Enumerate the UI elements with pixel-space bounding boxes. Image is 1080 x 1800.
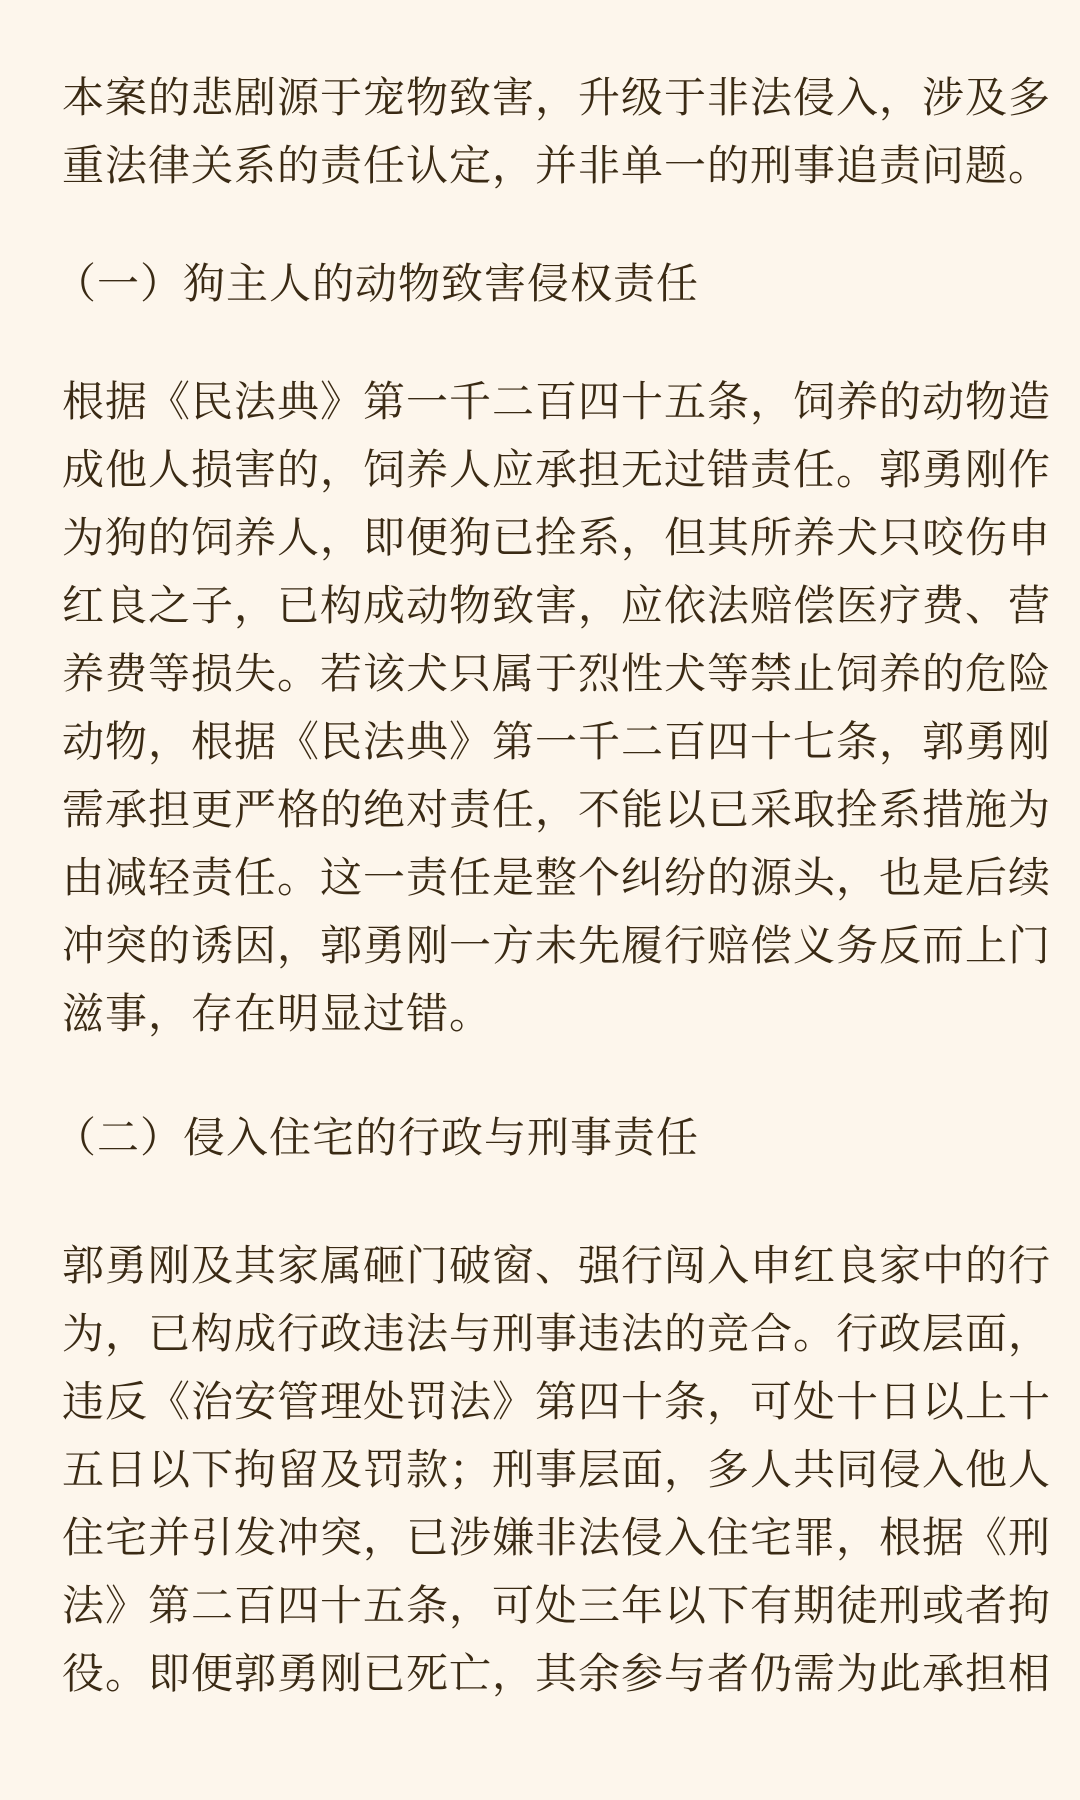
text-line: 本案的悲剧源于宠物致害，升级于非法侵入，涉及多 xyxy=(62,73,1052,122)
text-line: 由减轻责任。这一责任是整个纠纷的源头，也是后续 xyxy=(62,853,1052,902)
text-line: 为，已构成行政违法与刑事违法的竞合。行政层面， xyxy=(62,1309,1052,1358)
text-line: 动物，根据《民法典》第一千二百四十七条，郭勇刚 xyxy=(62,717,1052,766)
text-line: 根据《民法典》第一千二百四十五条，饲养的动物造 xyxy=(62,377,1052,426)
text-line: 郭勇刚及其家属砸门破窗、强行闯入申红良家中的行 xyxy=(62,1241,1052,1290)
intro-paragraph xyxy=(62,64,1051,200)
text-line: 滋事，存在明显过错。 xyxy=(62,989,493,1038)
text-line: 成他人损害的，饲养人应承担无过错责任。郭勇刚作 xyxy=(62,445,1052,494)
text-line: 役。即便郭勇刚已死亡，其余参与者仍需为此承担相 xyxy=(62,1649,1052,1698)
section-heading-1: （一）狗主人的动物致害侵权责任 xyxy=(54,259,700,308)
text-line: 冲突的诱因，郭勇刚一方未先履行赔偿义务反而上门 xyxy=(62,921,1052,970)
text-line: 养费等损失。若该犬只属于烈性犬等禁止饲养的危险 xyxy=(62,649,1052,698)
text-line: 为狗的饲养人，即便狗已拴系，但其所养犬只咬伤申 xyxy=(62,513,1052,562)
text-line: 五日以下拘留及罚款；刑事层面，多人共同侵入他人 xyxy=(62,1445,1052,1494)
text-line: 需承担更严格的绝对责任，不能以已采取拴系措施为 xyxy=(62,785,1052,834)
text-line: 住宅并引发冲突，已涉嫌非法侵入住宅罪，根据《刑 xyxy=(62,1513,1052,1562)
section-2-paragraph xyxy=(62,1232,1051,1708)
text-line: 违反《治安管理处罚法》第四十条，可处十日以上十 xyxy=(62,1377,1052,1426)
text-line: 红良之子，已构成动物致害，应依法赔偿医疗费、营 xyxy=(62,581,1052,630)
section-1-paragraph xyxy=(62,368,1051,1048)
text-line: 法》第二百四十五条，可处三年以下有期徒刑或者拘 xyxy=(62,1581,1052,1630)
section-heading-2: （二）侵入住宅的行政与刑事责任 xyxy=(54,1113,700,1162)
text-line: 重法律关系的责任认定，并非单一的刑事追责问题。 xyxy=(62,141,1052,190)
